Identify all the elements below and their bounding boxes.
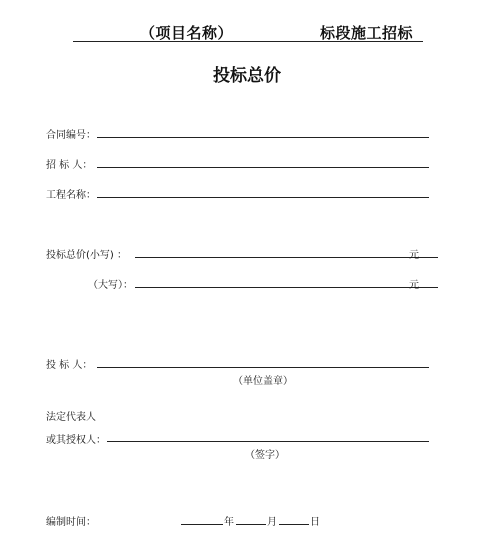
- prepared-time-label: 编制时间：: [46, 517, 96, 528]
- year-field[interactable]: [181, 524, 223, 525]
- price-lower-unit: 元: [409, 250, 419, 261]
- sign-note: （签字）: [245, 450, 285, 461]
- month-label: 月: [267, 517, 277, 528]
- month-field[interactable]: [236, 524, 266, 525]
- tenderee-label: 招 标 人：: [46, 160, 93, 171]
- legal-rep-label: 法定代表人: [46, 412, 96, 423]
- day-field[interactable]: [279, 524, 309, 525]
- bidder-label: 投 标 人：: [46, 360, 93, 371]
- price-upper-unit: 元: [409, 280, 419, 291]
- tenderee-field[interactable]: [97, 167, 429, 168]
- page-title: 投标总价: [213, 66, 281, 86]
- header-section-text: 标段施工招标: [320, 24, 414, 42]
- price-lower-label: 投标总价(小写) ：: [46, 250, 127, 261]
- seal-note: （单位盖章）: [233, 376, 293, 387]
- project-name-label: 工程名称：: [46, 190, 96, 201]
- header-project-name: （项目名称）: [140, 24, 234, 42]
- price-lower-field[interactable]: [135, 257, 438, 258]
- authorized-field[interactable]: [107, 441, 429, 442]
- year-label: 年: [224, 517, 234, 528]
- bidder-field[interactable]: [97, 367, 429, 368]
- day-label: 日: [310, 517, 320, 528]
- price-upper-field[interactable]: [135, 287, 438, 288]
- authorized-label: 或其授权人：: [46, 435, 106, 446]
- contract-no-field[interactable]: [97, 137, 429, 138]
- contract-no-label: 合同编号：: [46, 130, 96, 141]
- project-name-field[interactable]: [97, 197, 429, 198]
- price-upper-label: （大写）：: [88, 280, 133, 291]
